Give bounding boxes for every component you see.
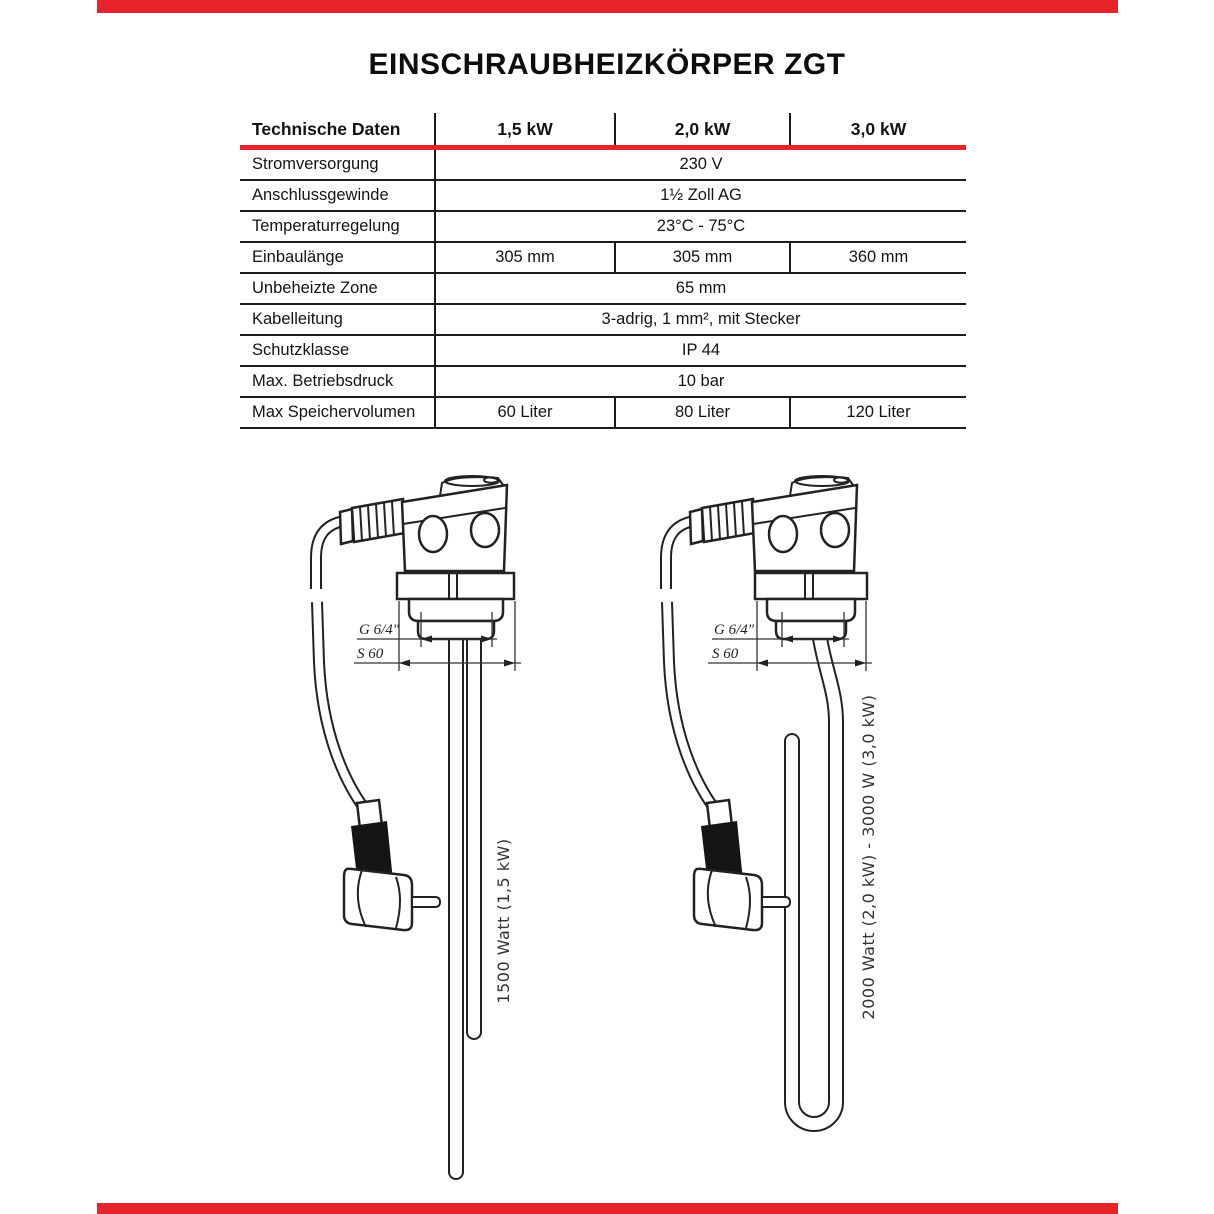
schuko-plug xyxy=(694,800,790,930)
wrench-size-label: S 60 xyxy=(357,646,384,662)
cable-gland xyxy=(340,499,405,544)
table-row xyxy=(240,366,966,397)
row-value: 120 Liter xyxy=(790,397,966,428)
row-label: Einbaulänge xyxy=(240,242,435,273)
row-value: 360 mm xyxy=(790,242,966,273)
row-value: 305 mm xyxy=(435,242,615,273)
bottom-red-divider xyxy=(97,1203,1118,1214)
hex-nut xyxy=(755,573,867,599)
tech-data-table xyxy=(240,113,966,429)
row-value: 305 mm xyxy=(615,242,790,273)
row-value: IP 44 xyxy=(435,335,966,366)
diagram-heater-2030kw xyxy=(628,450,928,1200)
column-header: 2,0 kW xyxy=(615,113,790,148)
top-red-divider xyxy=(97,0,1118,13)
row-label: Schutzklasse xyxy=(240,335,435,366)
power-rating-label: 1500 Watt (1,5 kW) xyxy=(494,838,513,1004)
row-value: 60 Liter xyxy=(435,397,615,428)
hex-nut xyxy=(397,573,514,599)
page-title: EINSCHRAUBHEIZKÖRPER ZGT xyxy=(368,48,846,81)
row-value: 23°C - 75°C xyxy=(435,211,966,242)
thermostat-head xyxy=(402,476,507,571)
row-value: 80 Liter xyxy=(615,397,790,428)
column-header: 3,0 kW xyxy=(790,113,966,148)
thread-collar xyxy=(767,599,855,639)
row-value: 65 mm xyxy=(435,273,966,304)
table-row xyxy=(240,273,966,304)
row-value: 3-adrig, 1 mm², mit Stecker xyxy=(435,304,966,335)
table-row xyxy=(240,397,966,428)
row-value: 1½ Zoll AG xyxy=(435,180,966,211)
row-label: Stromversorgung xyxy=(240,148,435,181)
table-row xyxy=(240,242,966,273)
table-row xyxy=(240,335,966,366)
row-value: 10 bar xyxy=(435,366,966,397)
row-label: Max Speichervolumen xyxy=(240,397,435,428)
row-label: Unbeheizte Zone xyxy=(240,273,435,304)
table-row xyxy=(240,211,966,242)
column-header: 1,5 kW xyxy=(435,113,615,148)
row-label: Kabelleitung xyxy=(240,304,435,335)
schuko-plug xyxy=(344,800,440,930)
power-cable xyxy=(666,521,717,812)
table-row xyxy=(240,304,966,335)
row-label: Anschlussgewinde xyxy=(240,180,435,211)
thread-size-label: G 6/4" xyxy=(714,622,755,638)
diagram-heater-15kw xyxy=(285,450,565,1200)
cable-gland xyxy=(690,499,755,544)
heating-element-tube xyxy=(456,632,474,1172)
thread-collar xyxy=(409,599,503,639)
power-cable xyxy=(316,521,367,812)
table-row xyxy=(240,148,966,181)
column-header: Technische Daten xyxy=(240,113,435,148)
heating-element-tube xyxy=(792,632,836,1124)
thread-size-label: G 6/4" xyxy=(359,622,400,638)
row-label: Max. Betriebsdruck xyxy=(240,366,435,397)
row-value: 230 V xyxy=(435,148,966,181)
table-row xyxy=(240,180,966,211)
power-rating-label: 2000 Watt (2,0 kW) - 3000 W (3,0 kW) xyxy=(859,694,878,1020)
thermostat-head xyxy=(752,476,857,571)
wrench-size-label: S 60 xyxy=(712,646,739,662)
table-header-row xyxy=(240,113,966,148)
row-label: Temperaturregelung xyxy=(240,211,435,242)
